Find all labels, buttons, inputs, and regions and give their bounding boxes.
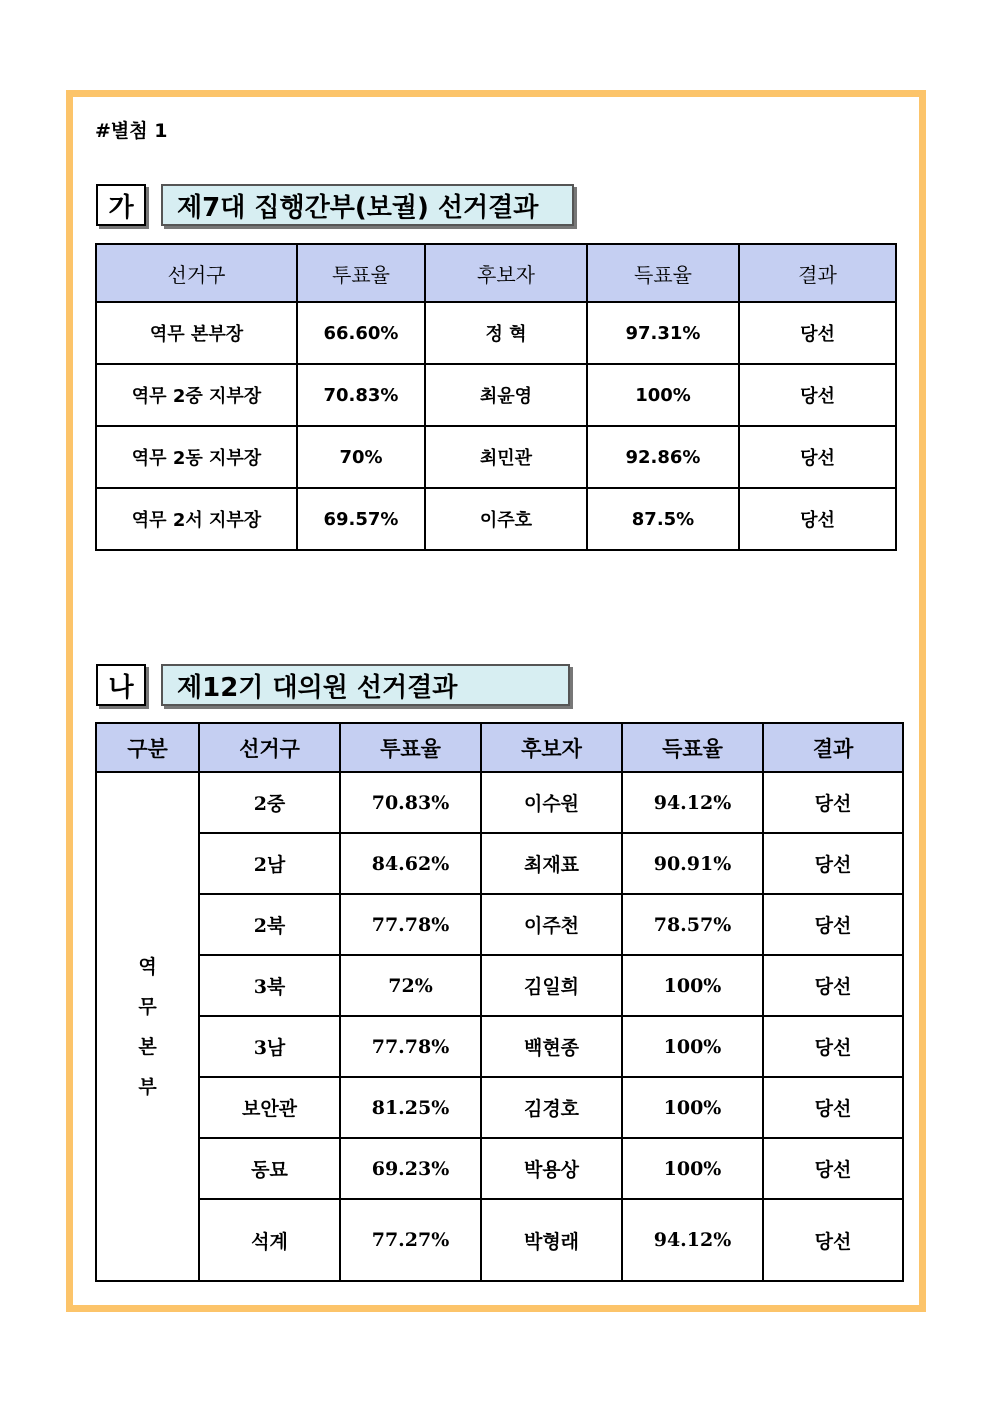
table-row [96,833,903,894]
turnout-cell: 81.25% [340,1077,481,1138]
candidate-cell: 정 혁 [425,302,587,364]
turnout-cell: 77.78% [340,1016,481,1077]
table-row [96,894,903,955]
candidate-cell: 최민관 [425,426,587,488]
group-label: 역 무 본 부 [138,955,157,1098]
turnout-cell: 69.23% [340,1138,481,1199]
turnout-cell: 77.78% [340,894,481,955]
table-row [96,302,896,364]
table-row [96,1138,903,1199]
header-cell: 투표율 [340,723,481,772]
vote-share-cell: 100% [622,1077,763,1138]
table-header-row [96,723,903,772]
result-cell: 당선 [763,1138,903,1199]
vote-share-cell: 90.91% [622,833,763,894]
candidate-cell: 김일희 [481,955,622,1016]
vote-share-cell: 100% [622,955,763,1016]
candidate-cell: 최재표 [481,833,622,894]
header-cell: 결과 [763,723,903,772]
turnout-cell: 70.83% [297,364,425,426]
header-cell: 선거구 [199,723,340,772]
district-cell: 3북 [199,955,340,1016]
candidate-cell: 김경호 [481,1077,622,1138]
executive-election-table [95,243,897,551]
result-cell: 당선 [739,488,896,550]
result-cell: 당선 [763,894,903,955]
turnout-cell: 70.83% [340,772,481,833]
district-cell: 3남 [199,1016,340,1077]
district-cell: 석계 [199,1199,340,1281]
candidate-cell: 최윤영 [425,364,587,426]
turnout-cell: 70% [297,426,425,488]
result-cell: 당선 [739,364,896,426]
header-cell: 득표율 [587,244,739,302]
district-cell: 2중 [199,772,340,833]
section1-label-box: 가 [96,184,146,226]
table-row [96,955,903,1016]
result-cell: 당선 [763,833,903,894]
table-row [96,426,896,488]
candidate-cell: 이수원 [481,772,622,833]
header-cell: 투표율 [297,244,425,302]
candidate-cell: 박용상 [481,1138,622,1199]
result-cell: 당선 [763,955,903,1016]
header-cell: 득표율 [622,723,763,772]
delegate-election-table [95,722,904,1282]
table-row [96,1077,903,1138]
result-cell: 당선 [763,1077,903,1138]
table-row [96,364,896,426]
group-cell-station-division [96,772,199,1281]
header-cell: 결과 [739,244,896,302]
district-cell: 2북 [199,894,340,955]
district-cell: 역무 2동 지부장 [96,426,297,488]
header-cell: 선거구 [96,244,297,302]
section2-label-box: 나 [96,664,146,706]
vote-share-cell: 100% [622,1016,763,1077]
vote-share-cell: 92.86% [587,426,739,488]
candidate-cell: 이주호 [425,488,587,550]
vote-share-cell: 87.5% [587,488,739,550]
candidate-cell: 백현종 [481,1016,622,1077]
table-row [96,1199,903,1281]
section2-title: 제12기 대의원 선거결과 [161,664,570,706]
vote-share-cell: 100% [622,1138,763,1199]
table-row [96,772,903,833]
district-cell: 역무 2중 지부장 [96,364,297,426]
result-cell: 당선 [763,772,903,833]
header-cell: 후보자 [425,244,587,302]
vote-share-cell: 78.57% [622,894,763,955]
table-row [96,488,896,550]
district-cell: 동묘 [199,1138,340,1199]
candidate-cell: 이주천 [481,894,622,955]
district-cell: 역무 본부장 [96,302,297,364]
candidate-cell: 박형래 [481,1199,622,1281]
vote-share-cell: 97.31% [587,302,739,364]
district-cell: 2남 [199,833,340,894]
header-cell: 후보자 [481,723,622,772]
result-cell: 당선 [739,302,896,364]
turnout-cell: 66.60% [297,302,425,364]
result-cell: 당선 [739,426,896,488]
district-cell: 보안관 [199,1077,340,1138]
result-cell: 당선 [763,1016,903,1077]
table-header-row [96,244,896,302]
vote-share-cell: 94.12% [622,772,763,833]
table-row [96,1016,903,1077]
turnout-cell: 69.57% [297,488,425,550]
attachment-label: #별첨 1 [95,120,168,142]
vote-share-cell: 100% [587,364,739,426]
district-cell: 역무 2서 지부장 [96,488,297,550]
turnout-cell: 84.62% [340,833,481,894]
vote-share-cell: 94.12% [622,1199,763,1281]
turnout-cell: 72% [340,955,481,1016]
header-cell: 구분 [96,723,199,772]
result-cell: 당선 [763,1199,903,1281]
section1-title: 제7대 집행간부(보궐) 선거결과 [161,184,574,226]
turnout-cell: 77.27% [340,1199,481,1281]
